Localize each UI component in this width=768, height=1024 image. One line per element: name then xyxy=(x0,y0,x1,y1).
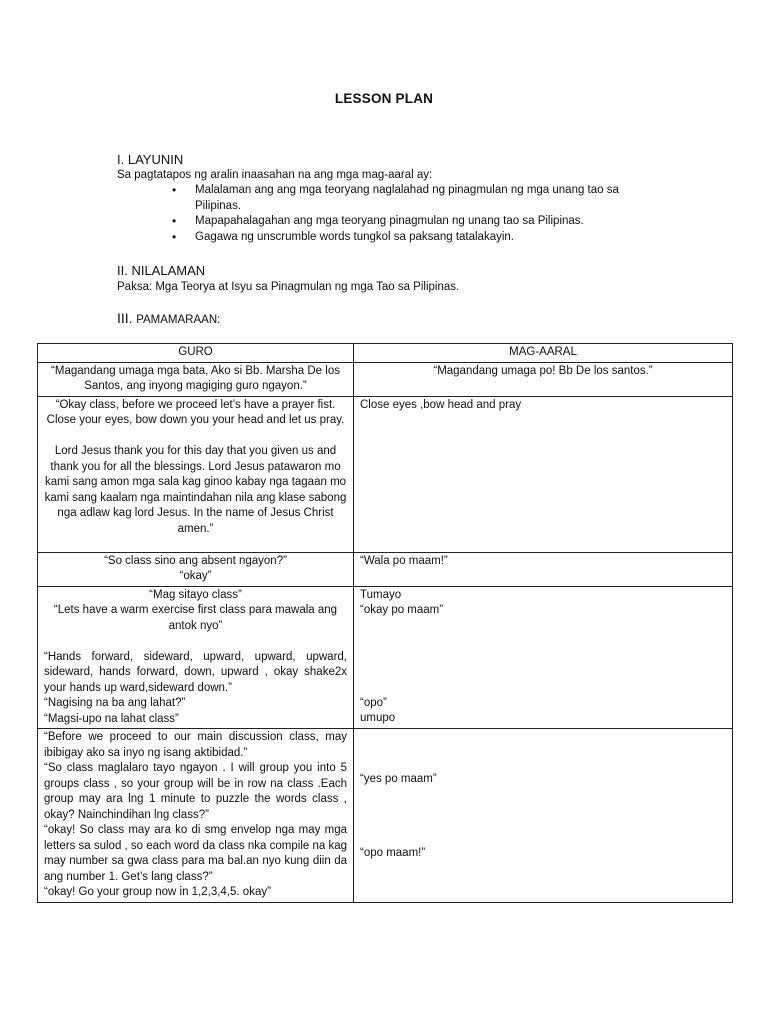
table-row xyxy=(38,586,733,729)
guro-line: “okay” xyxy=(179,570,212,582)
page-title: LESSON PLAN xyxy=(334,91,434,106)
column-header-mag-aaral: MAG-AARAL xyxy=(354,344,733,363)
section-roman-numeral: III. xyxy=(117,310,133,326)
guro-line: “Magsi-upo na lahat class” xyxy=(44,712,179,725)
guro-cell xyxy=(38,586,354,729)
mag-aaral-cell xyxy=(354,396,733,552)
table-row xyxy=(38,396,733,552)
guro-line: “Hands forward, sideward, upward, upward, upward, sideward, hands forward, down, upward , okay shake2x your hands up ward,sideward down.” xyxy=(44,650,347,694)
mag-aaral-line: “yes po maam” xyxy=(360,773,437,785)
mag-aaral-line: “Magandang umaga po! Bb De los santos.” xyxy=(433,364,653,377)
guro-line: “okay! Go your group now in 1,2,3,4,5. okay” xyxy=(44,886,271,898)
guro-cell xyxy=(38,396,354,552)
mag-aaral-cell xyxy=(354,586,733,729)
table-row xyxy=(38,362,733,396)
guro-line: Lord Jesus thank you for this day that you given us and thank you for all the blessings. Lord Jesus patawaron mo kami sang amon mga sala kag ginoo kabay nga tagaan mo kami sang kaalam nga maintindahan nila ang klase sabong nga adlaw kag lord Jesus. In the name of Jesus Christ amen.” xyxy=(44,445,347,535)
table-row xyxy=(38,552,733,586)
guro-line: “So class sino ang absent ngayon?” xyxy=(104,554,287,567)
mag-aaral-cell xyxy=(354,362,733,396)
objectives-intro: Sa pagtatapos ng aralin inaasahan na ang mga mag-aaral ay: xyxy=(117,169,433,181)
topic-text: Paksa: Mga Teorya at Isyu sa Pinagmulan ng mga Tao sa Pilipinas. xyxy=(117,281,460,293)
mag-aaral-line: “opo maam!” xyxy=(360,846,426,859)
section-heading-pamamaraan xyxy=(117,311,220,329)
guro-line: “Lets have a warm exercise first class para mawala ang antok nyo” xyxy=(53,604,338,632)
section-heading-nilalaman: II. NILALAMAN xyxy=(117,263,206,278)
column-header-guro: GURO xyxy=(38,344,354,363)
section-heading-word: PAMAMARAAN: xyxy=(136,314,221,326)
mag-aaral-line: “opo” xyxy=(360,696,387,709)
objective-item: • Mapapahalagahan ang mga teoryang pinagmulan ng unang tao sa Pilipinas. xyxy=(172,214,652,230)
procedure-table xyxy=(37,343,733,903)
guro-line: “okay! So class may ara ko di smg envelop nga may mga letters sa sulod , so each word da class nka compile na kag may number sa gwa class para ma bal.an nyo kung diin da ang number 1. Get’s lang class?” xyxy=(44,824,347,883)
mag-aaral-line: umupo xyxy=(360,712,396,724)
table-header-row xyxy=(38,344,733,363)
guro-line: “Before we proceed to our main discussion class, may ibibigay ako sa inyo ng isang aktibidad.” xyxy=(44,731,347,759)
section-heading-layunin: I. LAYUNIN xyxy=(117,152,184,167)
guro-line: “So class maglalaro tayo ngayon . I will group you into 5 groups class , so your group will be in row na class .Each group may ara lng 1 minute to puzzle the words class , okay? Nainchindihan lng class?” xyxy=(44,762,347,821)
table-row xyxy=(38,729,733,903)
mag-aaral-cell xyxy=(354,552,733,586)
guro-cell xyxy=(38,729,354,903)
mag-aaral-line: “okay po maam” xyxy=(360,604,444,616)
guro-cell xyxy=(38,552,354,586)
guro-line: “Okay class, before we proceed let’s have a prayer fist. Close your eyes, bow down you your head and let us pray. xyxy=(46,398,345,426)
guro-line: “Magandang umaga mga bata, Ako si Bb. Marsha De los Santos, ang inyong magiging guro ngayon.” xyxy=(51,364,340,392)
mag-aaral-line: Tumayo xyxy=(360,588,402,601)
mag-aaral-line: Close eyes ,bow head and pray xyxy=(360,398,522,411)
objective-item: • Malalaman ang ang mga teoryang naglalahad ng pinagmulan ng mga unang tao sa Pilipinas. xyxy=(172,183,652,214)
mag-aaral-cell xyxy=(354,729,733,903)
mag-aaral-line: “Wala po maam!” xyxy=(360,554,448,567)
guro-cell xyxy=(38,362,354,396)
guro-line: “Nagising na ba ang lahat?” xyxy=(44,697,186,709)
objective-item: • Gagawa ng unscrumble words tungkol sa paksang tatalakayin. xyxy=(172,230,652,246)
guro-line: “Mag sitayo class” xyxy=(149,588,242,601)
objectives-list xyxy=(172,183,652,245)
